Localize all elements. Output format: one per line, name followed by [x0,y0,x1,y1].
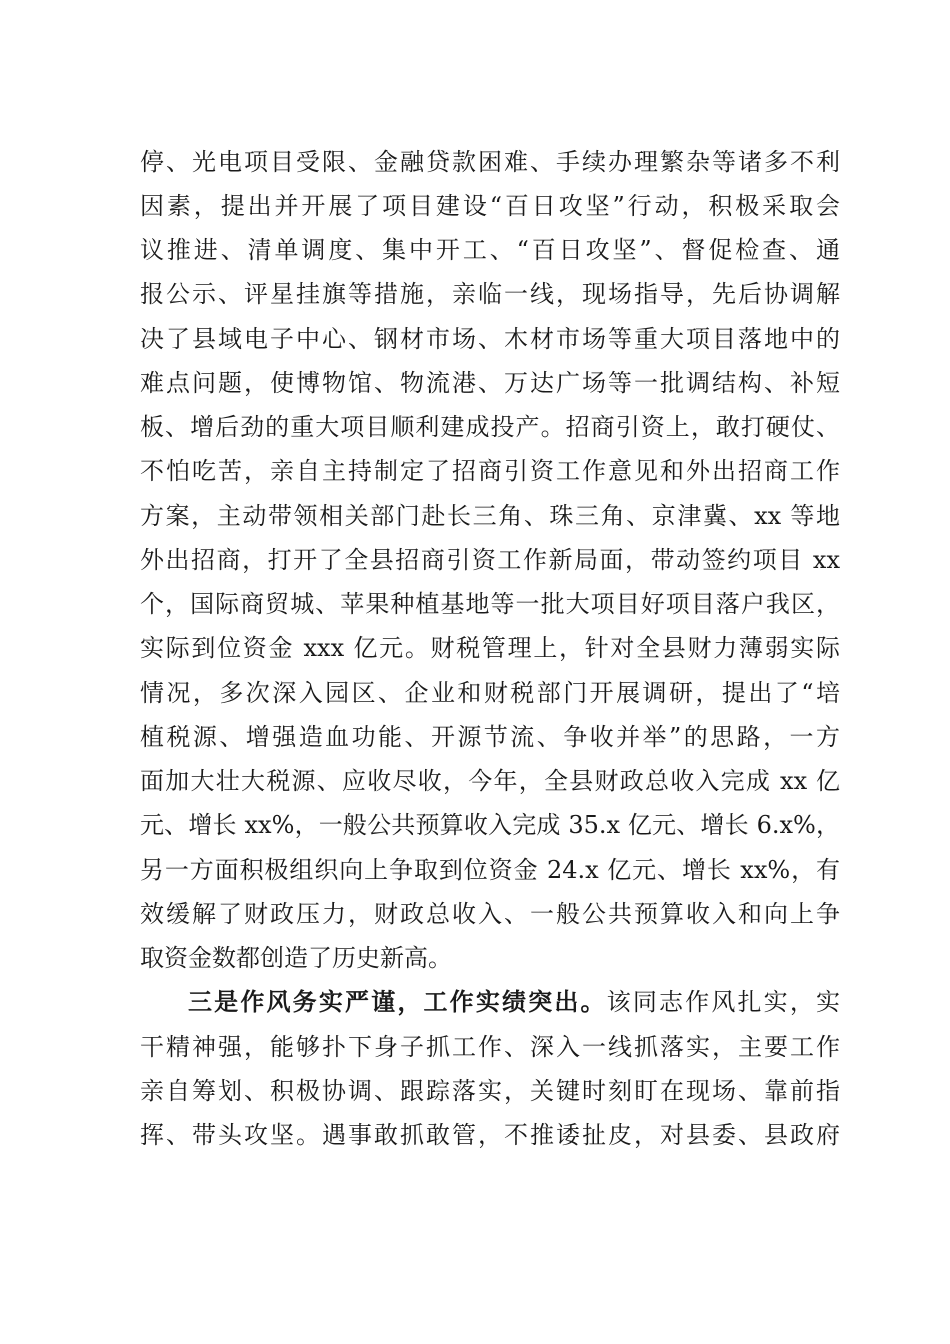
text-line: 实际到位资金 xxx 亿元。财税管理上，针对全县财力薄弱实际 [140,634,840,662]
text-line: 决了县域电子中心、钢材市场、木材市场等重大项目落地中的 [140,325,840,353]
text-line: 议推进、清单调度、集中开工、“百日攻坚”、督促检查、通 [140,236,840,264]
text-line: 另一方面积极组织向上争取到位资金 24.x 亿元、增长 xx%，有 [140,856,840,884]
text-line: 效缓解了财政压力，财政总收入、一般公共预算收入和向上争 [140,900,840,928]
section-heading: 三是作风务实严谨，工作实绩突出。 [188,987,607,1016]
paragraph-first-line [188,982,840,1022]
text-line: 植税源、增强造血功能、开源节流、争收并举”的思路，一方 [140,723,840,751]
text-line: 停、光电项目受限、金融贷款困难、手续办理繁杂等诸多不利 [140,148,840,176]
text-line: 干精神强，能够扑下身子抓工作、深入一线抓落实，主要工作 [140,1033,840,1061]
text-line: 个，国际商贸城、苹果种植基地等一批大项目好项目落户我区， [140,590,840,618]
text-line: 因素，提出并开展了项目建设“百日攻坚”行动，积极采取会 [140,192,840,220]
text-line: 难点问题，使博物馆、物流港、万达广场等一批调结构、补短 [140,369,840,397]
text-line: 方案，主动带领相关部门赴长三角、珠三角、京津冀、xx 等地 [140,502,840,530]
text-line: 亲自筹划、积极协调、跟踪落实，关键时刻盯在现场、靠前指 [140,1077,840,1105]
text-line: 取资金数都创造了历史新高。 [140,944,452,972]
text-line: 板、增后劲的重大项目顺利建成投产。招商引资上，敢打硬仗、 [140,413,840,441]
text-line: 挥、带头攻坚。遇事敢抓敢管，不推诿扯皮，对县委、县政府 [140,1121,840,1149]
text-line: 面加大壮大税源、应收尽收，今年，全县财政总收入完成 xx 亿 [140,767,840,795]
text-line: 不怕吃苦，亲自主持制定了招商引资工作意见和外出招商工作 [140,457,840,485]
text-line: 元、增长 xx%，一般公共预算收入完成 35.x 亿元、增长 6.x%， [140,811,840,839]
text-line: 情况，多次深入园区、企业和财税部门开展调研，提出了“培 [140,679,840,707]
text-span: 该同志作风扎实，实 [606,988,841,1016]
text-line: 报公示、评星挂旗等措施，亲临一线，现场指导，先后协调解 [140,280,840,308]
text-line: 外出招商，打开了全县招商引资工作新局面，带动签约项目 xx [140,546,840,574]
